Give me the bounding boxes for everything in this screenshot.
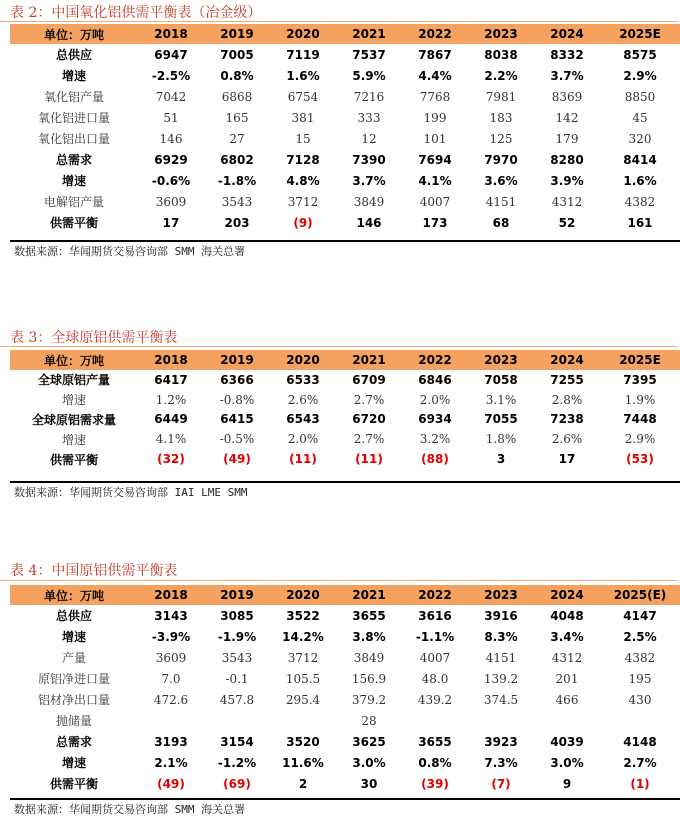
value-cell: 2.0% (419, 392, 451, 407)
value-cell: 146 (159, 131, 183, 146)
year-header-cell: 2020 (270, 585, 336, 605)
value-cell: 9 (562, 776, 572, 791)
row-label-cell: 增速 (61, 393, 86, 408)
unit-header-cell: 单位：万吨 (10, 585, 138, 605)
year-header-cell: 2020 (270, 350, 336, 370)
row-label-cell: 增速 (61, 432, 86, 447)
unit-header-cell: 单位：万吨 (10, 24, 138, 44)
value-cell: 6449 (154, 412, 188, 427)
value-cell: 333 (357, 110, 381, 125)
row-label-cell: 增速 (61, 174, 86, 188)
value-cell: 17 (162, 215, 180, 230)
value-cell: 165 (225, 110, 249, 125)
table-header-row (10, 585, 680, 605)
value-cell: 1.6% (623, 173, 657, 188)
value-cell: (11) (289, 452, 317, 467)
row-label-cell: 氧化铝产量 (43, 90, 104, 104)
divider (0, 580, 678, 581)
value-cell: 8.3% (484, 629, 518, 644)
value-cell: 30 (360, 776, 378, 791)
year-header-cell: 2023 (468, 585, 534, 605)
value-cell: 6934 (418, 412, 452, 427)
value-cell: 1.2% (155, 392, 187, 407)
value-cell: 379.2 (351, 692, 387, 707)
value-cell: -0.8% (219, 392, 255, 407)
value-cell: 3.0% (550, 755, 584, 770)
value-cell: 3543 (221, 194, 253, 209)
value-cell: 2.9% (623, 68, 657, 83)
value-cell: 7537 (352, 47, 386, 62)
value-cell: 3.1% (485, 392, 517, 407)
value-cell: (53) (626, 452, 654, 467)
value-cell (204, 710, 270, 731)
value-cell: 105.5 (285, 671, 321, 686)
value-cell: 3625 (352, 734, 386, 749)
value-cell: 4148 (623, 734, 657, 749)
value-cell: 45 (632, 110, 648, 125)
value-cell: (7) (491, 776, 511, 791)
value-cell: 11.6% (282, 755, 324, 770)
value-cell: 6947 (154, 47, 188, 62)
value-cell: 3154 (220, 734, 254, 749)
year-header-cell: 2025(E) (600, 585, 680, 605)
value-cell: 3522 (286, 608, 320, 623)
value-cell: 51 (163, 110, 179, 125)
year-header-cell: 2024 (534, 585, 600, 605)
value-cell: (88) (421, 452, 449, 467)
value-cell: 1.8% (485, 432, 517, 447)
value-cell: 3143 (154, 608, 188, 623)
value-cell: 472.6 (153, 692, 189, 707)
value-cell: 4382 (624, 650, 656, 665)
row-label-cell: 供需平衡 (49, 452, 98, 467)
value-cell: 3085 (220, 608, 254, 623)
value-cell: 7238 (550, 412, 584, 427)
value-cell: -3.9% (151, 629, 191, 644)
value-cell: 125 (489, 131, 513, 146)
divider (10, 481, 680, 483)
value-cell: 7981 (485, 89, 517, 104)
value-cell: 8414 (623, 152, 657, 167)
value-cell: 3.0% (352, 755, 386, 770)
value-cell: 6868 (221, 89, 253, 104)
value-cell: 7119 (286, 47, 320, 62)
row-label-cell: 氧化铝出口量 (37, 132, 110, 146)
year-header-cell: 2018 (138, 350, 204, 370)
divider (0, 346, 678, 347)
value-cell: 3.8% (352, 629, 386, 644)
value-cell: 1.9% (624, 392, 656, 407)
table-row (10, 170, 680, 191)
value-cell: 68 (492, 215, 510, 230)
value-cell (402, 710, 468, 731)
value-cell: 2.5% (623, 629, 657, 644)
value-cell: 4312 (551, 194, 583, 209)
value-cell: 4.1% (418, 173, 452, 188)
row-label-cell: 增速 (61, 630, 86, 644)
divider (0, 21, 678, 22)
value-cell: 15 (295, 131, 311, 146)
value-cell: 6415 (220, 412, 254, 427)
value-cell: 2.9% (624, 432, 656, 447)
year-header-cell: 2020 (270, 24, 336, 44)
value-cell: 4147 (623, 608, 657, 623)
value-cell: 2 (298, 776, 308, 791)
unit-header-cell: 单位：万吨 (10, 350, 138, 370)
value-cell: 203 (224, 215, 250, 230)
value-cell: 2.7% (353, 432, 385, 447)
value-cell: 3923 (484, 734, 518, 749)
value-cell: (69) (223, 776, 251, 791)
value-cell: 6720 (352, 412, 386, 427)
value-cell: 3655 (418, 734, 452, 749)
value-cell: 6709 (352, 372, 386, 387)
value-cell: 183 (489, 110, 513, 125)
value-cell: 3916 (484, 608, 518, 623)
value-cell: (49) (223, 452, 251, 467)
year-header-cell: 2024 (534, 24, 600, 44)
value-cell: 320 (628, 131, 652, 146)
value-cell: 8280 (550, 152, 584, 167)
row-label-cell: 抛储量 (55, 714, 92, 728)
year-header-cell: 2022 (402, 585, 468, 605)
value-cell: 156.9 (351, 671, 387, 686)
table-row (10, 370, 680, 390)
value-cell: 3655 (352, 608, 386, 623)
value-cell: 12 (361, 131, 377, 146)
value-cell: 8332 (550, 47, 584, 62)
value-cell: 4151 (485, 650, 517, 665)
table-title: 表 4：中国原铝供需平衡表 (10, 563, 178, 579)
row-label-cell: 增速 (61, 69, 86, 83)
value-cell: 6417 (154, 372, 188, 387)
value-cell: 3.6% (484, 173, 518, 188)
value-cell: (49) (157, 776, 185, 791)
value-cell: -1.9% (217, 629, 257, 644)
table-row (10, 449, 680, 469)
year-header-cell: 2021 (336, 350, 402, 370)
value-cell: 7005 (220, 47, 254, 62)
value-cell: 4382 (624, 194, 656, 209)
value-cell: 4312 (551, 650, 583, 665)
row-label-cell: 全球原铝产量 (37, 373, 110, 388)
year-header-cell: 2018 (138, 585, 204, 605)
value-cell: 1.6% (286, 68, 320, 83)
value-cell: 4048 (550, 608, 584, 623)
value-cell: 2.2% (484, 68, 518, 83)
value-cell: 201 (555, 671, 579, 686)
source-note: 数据来源：华闻期货交易咨询部 IAI LME SMM (14, 486, 248, 499)
table-row (10, 731, 680, 752)
table-row (10, 86, 680, 107)
value-cell: 6846 (418, 372, 452, 387)
table-row (10, 689, 680, 710)
value-cell: 7768 (419, 89, 451, 104)
value-cell: -1.8% (217, 173, 257, 188)
row-label-cell: 总供应 (55, 48, 92, 62)
value-cell: 4.4% (418, 68, 452, 83)
table-title: 表 2：中国氧化铝供需平衡表（冶金级） (10, 5, 262, 21)
value-cell: 28 (361, 713, 377, 728)
row-label-cell: 增速 (61, 756, 86, 770)
value-cell (534, 710, 600, 731)
value-cell: 7390 (352, 152, 386, 167)
year-header-cell: 2022 (402, 24, 468, 44)
table-row (10, 128, 680, 149)
table-row (10, 191, 680, 212)
value-cell: 3520 (286, 734, 320, 749)
table-row (10, 605, 680, 626)
table-row (10, 710, 680, 731)
value-cell: 3.4% (550, 629, 584, 644)
table-row (10, 668, 680, 689)
value-cell: 7216 (353, 89, 385, 104)
value-cell: 0.8% (418, 755, 452, 770)
value-cell: 8850 (624, 89, 656, 104)
value-cell: 2.0% (287, 432, 319, 447)
value-cell: -2.5% (151, 68, 191, 83)
table-row (10, 647, 680, 668)
value-cell: 5.9% (352, 68, 386, 83)
value-cell: 3712 (287, 650, 319, 665)
table-header-row (10, 350, 680, 370)
value-cell: 4.1% (155, 432, 187, 447)
value-cell: 6533 (286, 372, 320, 387)
row-label-cell: 氧化铝进口量 (37, 111, 110, 125)
value-cell: 2.7% (353, 392, 385, 407)
value-cell: 3193 (154, 734, 188, 749)
year-header-cell: 2025E (600, 350, 680, 370)
row-label-cell: 产量 (61, 651, 86, 665)
value-cell: 3849 (353, 650, 385, 665)
value-cell: 8369 (551, 89, 583, 104)
value-cell: 2.6% (287, 392, 319, 407)
row-label-cell: 总需求 (55, 153, 92, 167)
value-cell: 52 (558, 215, 576, 230)
value-cell: 7448 (623, 412, 657, 427)
value-cell: (32) (157, 452, 185, 467)
value-cell: 2.8% (551, 392, 583, 407)
table-row (10, 65, 680, 86)
value-cell: 2.1% (154, 755, 188, 770)
value-cell: 7255 (550, 372, 584, 387)
table-row (10, 626, 680, 647)
value-cell: 4039 (550, 734, 584, 749)
value-cell: 6929 (154, 152, 188, 167)
value-cell: 4007 (419, 194, 451, 209)
value-cell: 2.6% (551, 432, 583, 447)
row-label-cell: 总供应 (55, 609, 92, 623)
value-cell (468, 710, 534, 731)
value-cell: 27 (229, 131, 245, 146)
value-cell (600, 710, 680, 731)
value-cell: 0.8% (220, 68, 254, 83)
value-cell: 8038 (484, 47, 518, 62)
value-cell: 430 (628, 692, 652, 707)
table-row (10, 44, 680, 65)
table-title: 表 3：全球原铝供需平衡表 (10, 330, 178, 346)
value-cell: 7128 (286, 152, 320, 167)
table-row (10, 773, 680, 794)
value-cell: 4.8% (286, 173, 320, 188)
row-label-cell: 全球原铝需求量 (31, 412, 116, 427)
year-header-cell: 2021 (336, 585, 402, 605)
divider (10, 798, 680, 800)
value-cell: 457.8 (219, 692, 255, 707)
value-cell: -1.1% (415, 629, 455, 644)
value-cell: (9) (293, 215, 313, 230)
value-cell: (1) (630, 776, 650, 791)
value-cell: 146 (356, 215, 382, 230)
year-header-cell: 2023 (468, 350, 534, 370)
value-cell: -0.6% (151, 173, 191, 188)
value-cell (138, 710, 204, 731)
value-cell (270, 710, 336, 731)
year-header-cell: 2019 (204, 24, 270, 44)
year-header-cell: 2024 (534, 350, 600, 370)
value-cell: 3.7% (550, 68, 584, 83)
value-cell: -0.1 (225, 671, 249, 686)
row-label-cell: 供需平衡 (49, 216, 98, 230)
value-cell: 3.9% (550, 173, 584, 188)
year-header-cell: 2018 (138, 24, 204, 44)
value-cell: 3 (496, 452, 506, 467)
data-table (10, 24, 680, 233)
row-label-cell: 铝材净出口量 (37, 693, 110, 707)
row-label-cell: 原铝净进口量 (37, 672, 110, 686)
value-cell: 3712 (287, 194, 319, 209)
value-cell: 3543 (221, 650, 253, 665)
value-cell: 6543 (286, 412, 320, 427)
value-cell: 7042 (155, 89, 187, 104)
row-label-cell: 总需求 (55, 735, 92, 749)
value-cell: 6754 (287, 89, 319, 104)
value-cell: 381 (291, 110, 315, 125)
value-cell: 139.2 (483, 671, 519, 686)
table-row (10, 149, 680, 170)
year-header-cell: 2022 (402, 350, 468, 370)
table-row (10, 212, 680, 233)
table-row (10, 429, 680, 449)
value-cell: 173 (422, 215, 448, 230)
value-cell: 161 (627, 215, 653, 230)
value-cell: -0.5% (219, 432, 255, 447)
value-cell: 4151 (485, 194, 517, 209)
value-cell: 3609 (155, 650, 187, 665)
source-note: 数据来源：华闻期货交易咨询部 SMM 海关总署 (14, 803, 246, 816)
value-cell: 6366 (220, 372, 254, 387)
value-cell: 3616 (418, 608, 452, 623)
value-cell: 439.2 (417, 692, 453, 707)
table-row (10, 410, 680, 430)
year-header-cell: 2021 (336, 24, 402, 44)
value-cell: 295.4 (285, 692, 321, 707)
value-cell: 3.7% (352, 173, 386, 188)
value-cell: 7.0 (161, 671, 181, 686)
value-cell: 199 (423, 110, 447, 125)
value-cell: 142 (555, 110, 579, 125)
table-row (10, 390, 680, 410)
value-cell: 7867 (418, 47, 452, 62)
value-cell: 374.5 (483, 692, 519, 707)
value-cell: 3609 (155, 194, 187, 209)
year-header-cell: 2023 (468, 24, 534, 44)
value-cell: 14.2% (282, 629, 324, 644)
value-cell: 7058 (484, 372, 518, 387)
value-cell: 3.2% (419, 432, 451, 447)
data-table (10, 350, 680, 469)
value-cell: 2.7% (623, 755, 657, 770)
value-cell: 6802 (220, 152, 254, 167)
value-cell: 466 (555, 692, 579, 707)
value-cell: 179 (555, 131, 579, 146)
value-cell: 3849 (353, 194, 385, 209)
table-header-row (10, 24, 680, 44)
value-cell: 7694 (418, 152, 452, 167)
divider (10, 240, 680, 242)
year-header-cell: 2019 (204, 585, 270, 605)
value-cell: 7.3% (484, 755, 518, 770)
value-cell: 7055 (484, 412, 518, 427)
value-cell: (39) (421, 776, 449, 791)
row-label-cell: 供需平衡 (49, 777, 98, 791)
table-row (10, 752, 680, 773)
value-cell: 101 (423, 131, 447, 146)
value-cell: 195 (628, 671, 652, 686)
value-cell: 17 (558, 452, 576, 467)
value-cell: 8575 (623, 47, 657, 62)
value-cell: 48.0 (421, 671, 449, 686)
value-cell: -1.2% (217, 755, 257, 770)
year-header-cell: 2019 (204, 350, 270, 370)
value-cell: 7395 (623, 372, 657, 387)
row-label-cell: 电解铝产量 (43, 195, 104, 209)
source-note: 数据来源：华闻期货交易咨询部 SMM 海关总署 (14, 245, 246, 258)
data-table (10, 585, 680, 794)
value-cell: 7970 (484, 152, 518, 167)
value-cell: (11) (355, 452, 383, 467)
year-header-cell: 2025E (600, 24, 680, 44)
value-cell: 4007 (419, 650, 451, 665)
table-row (10, 107, 680, 128)
